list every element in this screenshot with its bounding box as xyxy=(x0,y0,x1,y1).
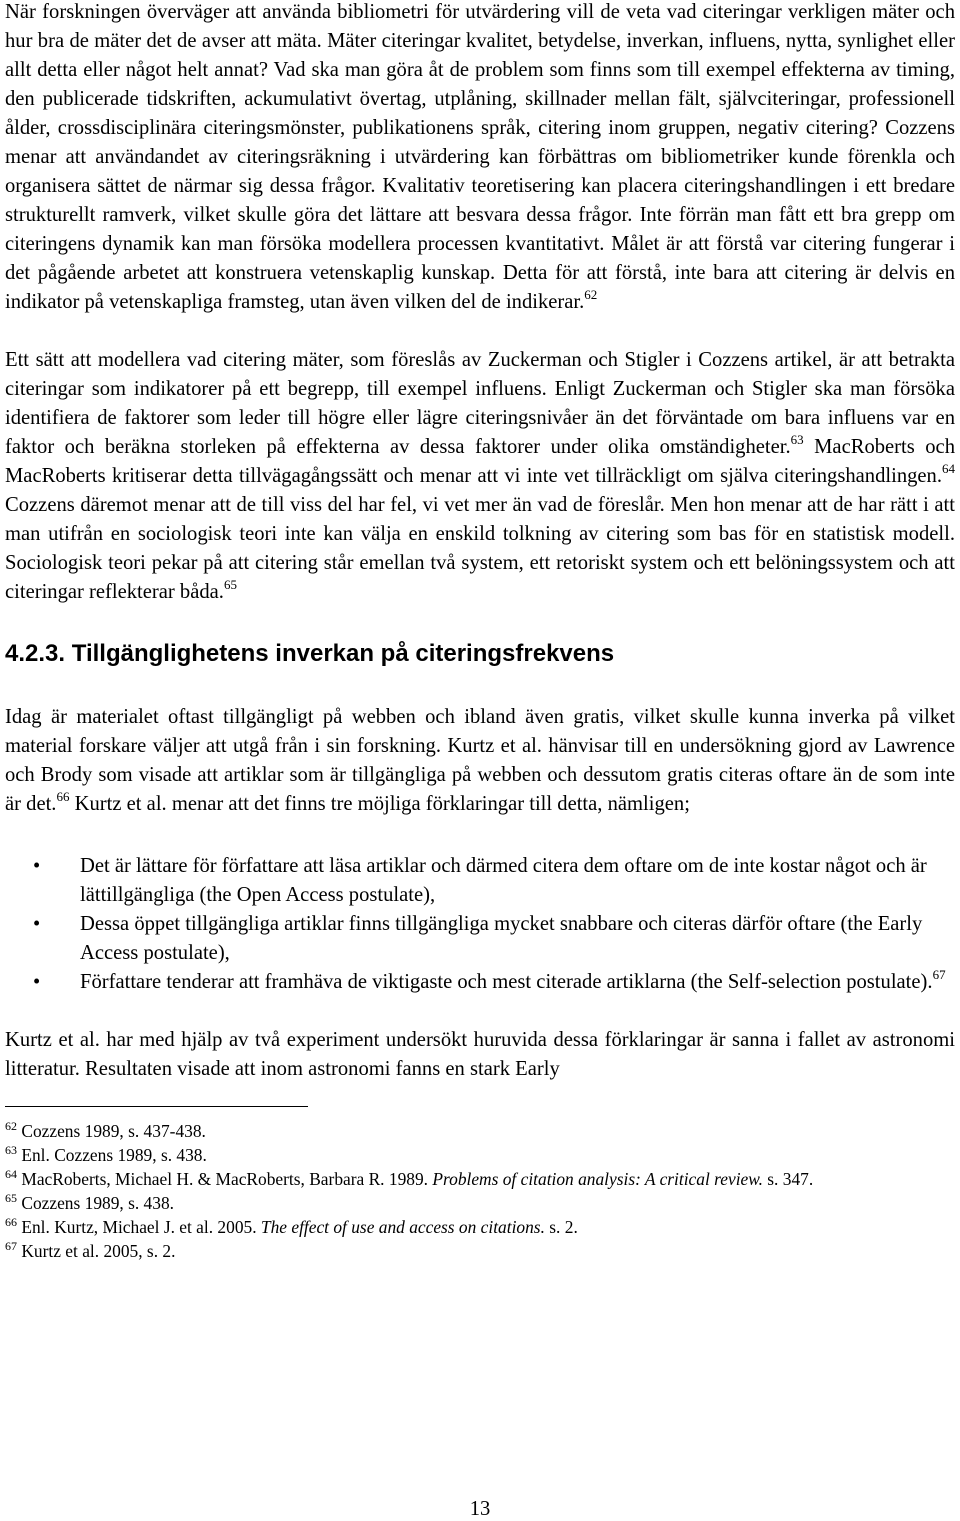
footnote-number: 62 xyxy=(5,1119,17,1133)
paragraph-modelling-citation xyxy=(5,346,955,607)
footnote-work-title: Problems of citation analysis: A critical review. xyxy=(432,1169,763,1189)
footnote-ref-65[interactable]: 65 xyxy=(223,577,237,592)
paragraph-text: Kurtz et al. menar att det finns tre möjliga förklaringar till detta, nämligen; xyxy=(74,793,690,815)
footnote-number: 66 xyxy=(5,1215,17,1229)
paragraph-text: MacRoberts och MacRoberts kritiserar detta tillvägagångssätt och menar att vi inte vet tillräckligt om själva citeringshandlingen. xyxy=(5,436,955,487)
footnote-65 xyxy=(5,1191,955,1215)
list-item xyxy=(5,852,955,910)
footnote-number: 67 xyxy=(5,1239,17,1253)
footnote-text: Enl. Cozzens 1989, s. 438. xyxy=(21,1145,207,1165)
footnote-text: Enl. Kurtz, Michael J. et al. 2005. xyxy=(21,1217,257,1237)
footnote-text: MacRoberts, Michael H. & MacRoberts, Barbara R. 1989. xyxy=(21,1169,429,1189)
paragraph-experiments xyxy=(5,1026,955,1084)
list-item-text: Författare tenderar att framhäva de viktigaste och mest citerade artiklarna (the Self-selection postulate). xyxy=(80,971,933,993)
footnote-number: 64 xyxy=(5,1167,17,1181)
footnote-text: Cozzens 1989, s. 437-438. xyxy=(21,1121,206,1141)
bullet-icon: • xyxy=(33,971,41,993)
footnote-ref-64[interactable]: 64 xyxy=(942,461,955,476)
footnote-text: s. 2. xyxy=(549,1217,578,1237)
footnote-62 xyxy=(5,1119,955,1143)
footnote-ref-66[interactable]: 66 xyxy=(56,789,70,804)
paragraph-availability xyxy=(5,703,955,819)
list-item-text: Dessa öppet tillgängliga artiklar finns tillgängliga mycket snabbare och citeras därför oftare (the Early Access postulate), xyxy=(80,913,923,964)
footnote-ref-67[interactable]: 67 xyxy=(932,967,946,982)
footnote-text: s. 347. xyxy=(767,1169,814,1189)
footnote-66 xyxy=(5,1215,955,1239)
paragraph-citation-measurement xyxy=(5,0,955,317)
footnote-number: 63 xyxy=(5,1143,17,1157)
paragraph-text: Cozzens däremot menar att de till viss del har fel, vi vet mer än vad de föreslår. Men hon menar att de har rätt i att man utifrån en sociologisk teori inte kan välja en enskild tolkning av citering som bas för en statistisk modell. Sociologisk teori pekar på att citering står emellan två system, ett retoriskt system och ett belöningssystem och att citeringar reflekterar båda. xyxy=(5,494,955,603)
page-number: 13 xyxy=(469,1498,491,1520)
footnote-text: Kurtz et al. 2005, s. 2. xyxy=(21,1241,176,1261)
footnote-64 xyxy=(5,1167,955,1191)
list-item xyxy=(5,968,955,997)
paragraph-text: Kurtz et al. har med hjälp av två experiment undersökt huruvida dessa förklaringar är sanna i fallet av astronomi litteratur. Resultaten visade att inom astronomi fanns en stark Early xyxy=(5,1029,955,1080)
list-item-text: Det är lättare för författare att läsa artiklar och därmed citera dem oftare om de inte kostar något och är lättillgängliga (the Open Access postulate), xyxy=(80,855,927,906)
paragraph-text: När forskningen överväger att använda bibliometri för utvärdering vill de veta vad citeringar verkligen mäter och hur bra de mäter det de avser att mäta. Mäter citeringar kvalitet, betydelse, inverkan, influens, nytta, synlighet eller allt detta eller något helt annat? Vad ska man göra åt de problem som finns som till exempel effekterna av timing, den publicerade tidskriften, ackumulativt övertag, utplåning, skillnader mellan fält, självciteringar, professionell ålder, crossdisciplinära citeringsmönster, publikationens språk, citering inom gruppen, negativ citering? Cozzens menar att användandet av citeringsräkning i utvärdering kan förbättras om bibliometriker kunde förenkla och organisera sättet de närmar sig dessa frågor. Kvalitativ teoretisering kan placera citeringshandlingen i ett bredare strukturellt ramverk, vilket skulle göra det lättare att besvara dessa frågor. Inte förrän man fått ett bra grepp om citeringens dynamik kan man försöka modellera processen kvantitativt. Målet är att förstå var citering fungerar i det pågående arbetet att konstruera vetenskaplig kunskap. Detta för att förstå, inte bara att citering är delvis en indikator på vetenskapliga framsteg, utan även vilken del de indikerar. xyxy=(5,1,955,313)
footnote-separator xyxy=(5,1106,308,1107)
paragraph-text: Ett sätt att modellera vad citering mäter, som föreslås av Zuckerman och Stigler i Cozzens artikel, är att betrakta citeringar som indikatorer på ett begrepp, till exempel influens. Enligt Zuckerman och Stigler ska man försöka identifiera de faktorer som leder till högre eller lägre citeringsnivåer än det förväntade om bara influens var en faktor och beräkna storleken på effekterna av dessa faktorer under olika omständigheter. xyxy=(5,349,955,458)
section-title: Tillgänglighetens inverkan på citeringsfrekvens xyxy=(71,640,615,667)
explanations-list xyxy=(5,852,955,997)
document-page xyxy=(5,0,955,1263)
bullet-icon: • xyxy=(33,855,41,877)
paragraph-text: Idag är materialet oftast tillgängligt på webben och ibland även gratis, vilket skulle kunna inverka på vilket material forskare väljer att utgå från i sin forskning. Kurtz et al. hänvisar till en undersökning gjord av Lawrence och Brody som visade att artiklar som är tillgängliga på webben och dessutom gratis citeras oftare än de som inte är det. xyxy=(5,706,955,815)
section-heading xyxy=(5,639,955,669)
footnote-number: 65 xyxy=(5,1191,17,1205)
footnote-ref-62[interactable]: 62 xyxy=(584,287,598,302)
bullet-icon: • xyxy=(33,913,41,935)
section-number: 4.2.3. xyxy=(5,640,66,667)
footnote-63 xyxy=(5,1143,955,1167)
footnote-work-title: The effect of use and access on citations. xyxy=(260,1217,545,1237)
footnote-ref-63[interactable]: 63 xyxy=(790,432,804,447)
list-item xyxy=(5,910,955,968)
footnote-text: Cozzens 1989, s. 438. xyxy=(21,1193,174,1213)
footnote-67 xyxy=(5,1239,955,1263)
footnotes xyxy=(5,1119,955,1263)
